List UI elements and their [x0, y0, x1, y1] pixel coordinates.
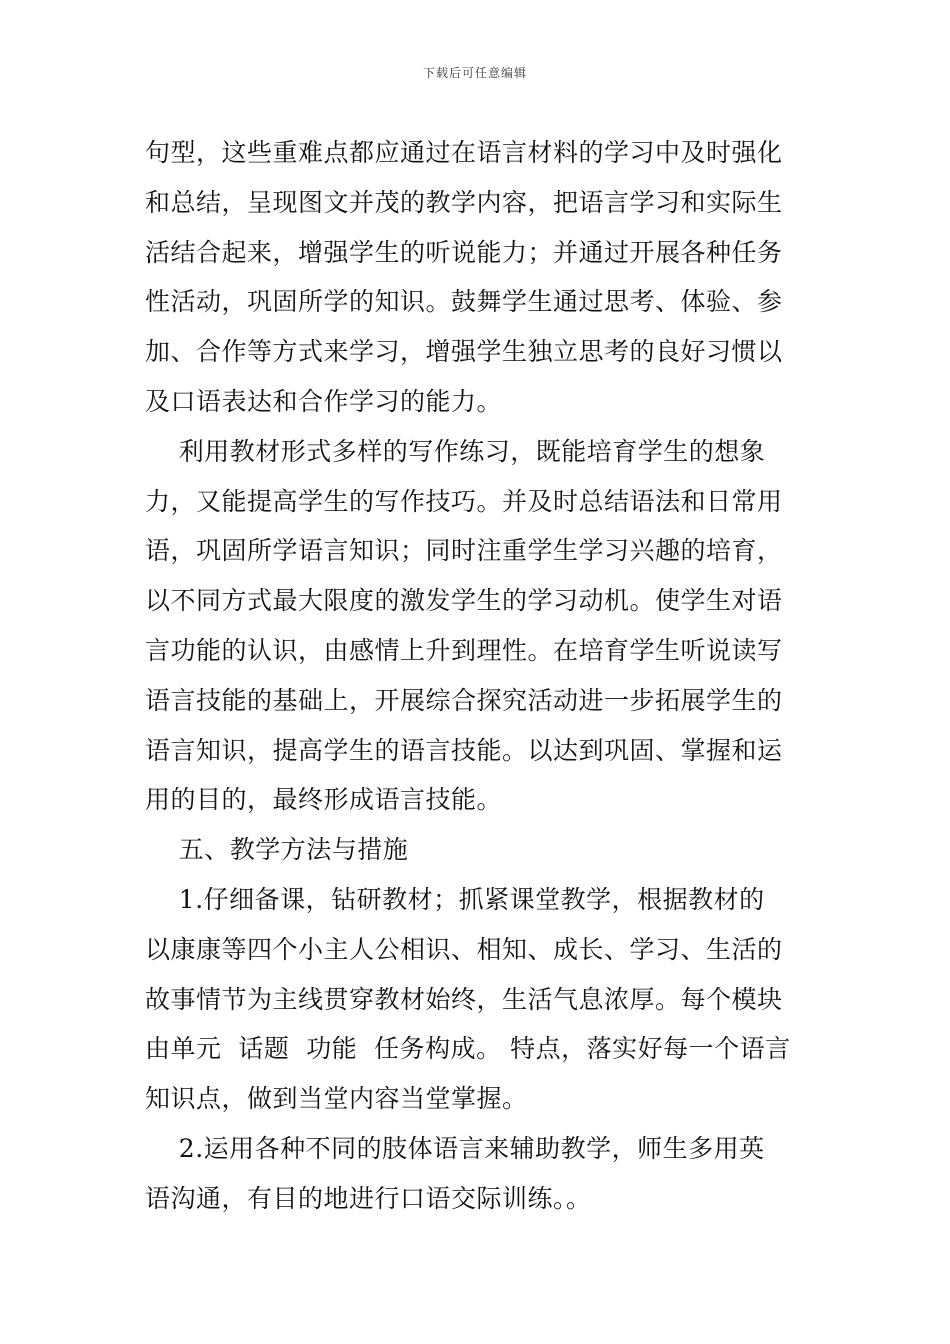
text-line: 和总结，呈现图文并茂的教学内容，把语言学习和实际生: [145, 187, 783, 217]
text-line: 2.运用各种不同的肢体语言来辅助教学，师生多用英: [145, 1133, 765, 1163]
text-line: 语言知识，提高学生的语言技能。以达到巩固、掌握和运: [145, 735, 783, 765]
text-line: 用的目的，最终形成语言技能。: [145, 785, 503, 815]
text-line: 活结合起来，增强学生的听说能力；并通过开展各种任务: [145, 237, 783, 267]
text-line: 句型，这些重难点都应通过在语言材料的学习中及时强化: [145, 138, 783, 167]
page-header: 下载后可任意编辑: [422, 66, 527, 80]
text-line: 由单元 话题 功能 任务构成。 特点，落实好每一个语言: [145, 1034, 791, 1064]
document-body: [145, 128, 810, 1224]
text-line: 利用教材形式多样的写作练习，既能培育学生的想象: [145, 436, 766, 466]
text-line: 性活动，巩固所学的知识。鼓舞学生通过思考、体验、参: [145, 287, 783, 317]
text-line: 语，巩固所学语言知识；同时注重学生学习兴趣的培育，: [145, 536, 783, 566]
text-line: 加、合作等方式来学习，增强学生独立思考的良好习惯以: [145, 337, 783, 367]
text-line: 语沟通，有目的地进行口语交际训练。。: [145, 1183, 592, 1213]
text-line: 及口语表达和合作学习的能力。: [145, 386, 503, 416]
text-line: 以不同方式最大限度的激发学生的学习动机。使学生对语: [145, 586, 783, 616]
text-line: 知识点，做到当堂内容当堂掌握。: [145, 1084, 528, 1114]
text-line: 1.仔细备课，钻研教材；抓紧课堂教学，根据教材的: [145, 884, 765, 914]
text-line: 力，又能提高学生的写作技巧。并及时总结语法和日常用: [145, 486, 783, 516]
text-line: 故事情节为主线贯穿教材始终，生活气息浓厚。每个模块: [145, 984, 783, 1014]
section-heading: 五、教学方法与措施: [145, 835, 409, 865]
text-line: 言功能的认识，由感情上升到理性。在培育学生听说读写: [145, 635, 783, 665]
text-line: 语言技能的基础上，开展综合探究活动进一步拓展学生的: [145, 685, 783, 715]
text-line: 以康康等四个小主人公相识、相知、成长、学习、生活的: [145, 934, 783, 964]
